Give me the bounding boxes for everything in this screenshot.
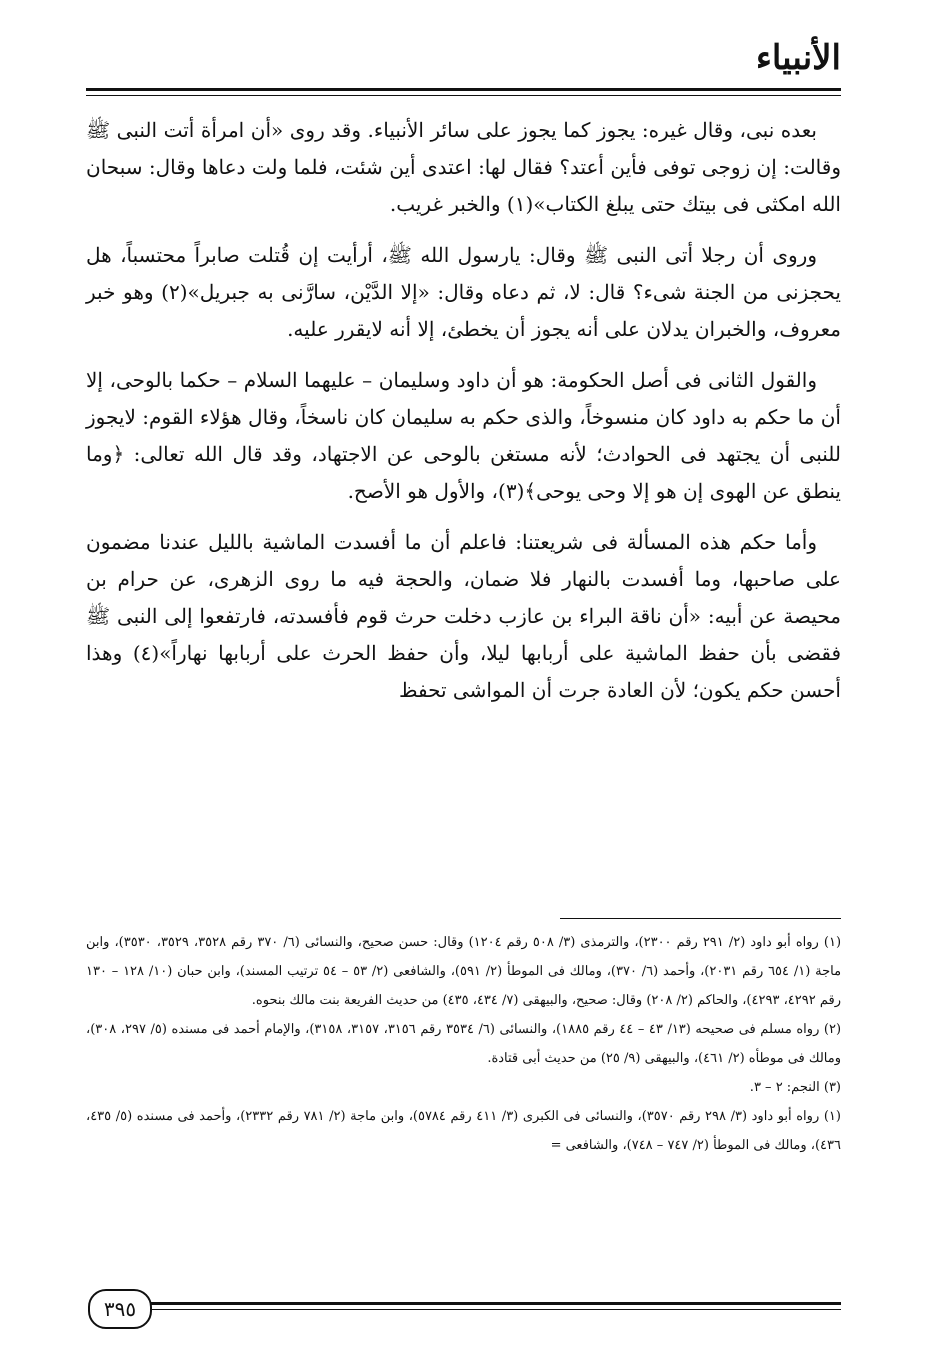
paragraph: وأما حكم هذه المسألة فى شريعتنا: فاعلم أن ما أفسدت الماشية بالليل عندنا مضمون على صاحبها، وما أفسدت بالنهار فلا ضمان، والحجة فيه ما روى الزهرى، عن حرام بن محيصة عن أبيه: «أن ناقة البراء بن عازب دخلت حرث قوم فأفسدته، فارتفعوا إلى النبى ﷺ فقضى بأن حفظ الماشية على أربابها ليلا، وأن حفظ الحرث على أربابها نهاراً»(٤) وهذا أحسن حكم يكون؛ لأن العادة جرت أن المواشى تحفظ [86, 530, 842, 702]
footnote: (٢) رواه مسلم فى صحيحه (١٣/ ٤٣ – ٤٤ رقم ١٨٨٥)، والنسائى (٦/ ٣٥٣٤ رقم ٣١٥٦، ٣١٥٧، ٣١٥٨)، والإمام أحمد فى مسنده (٥/ ٢٩٧، ٣٠٨)، ومالك فى موطأه (٢/ ٤٦١)، والبيهقى (٩/ ٢٥) من حديث أبى قتادة. [86, 1022, 842, 1066]
footnote: (١) رواه أبو داود (٢/ ٢٩١ رقم ٢٣٠٠)، والترمذى (٣/ ٥٠٨ رقم ١٢٠٤) وقال: حسن صحيح، والنسائى (٦/ ٣٧٠ رقم ٣٥٢٨، ٣٥٢٩، ٣٥٣٠)، وابن ماجة (١/ ٦٥٤ رقم ٢٠٣١)، وأحمد (٦/ ٣٧٠)، ومالك فى الموطأ (٢/ ٥٩١)، والشافعى (٢/ ٥٣ – ٥٤ ترتيب المسند)، وابن حبان (١٠/ ١٢٨ – ١٣٠ رقم ٤٢٩٢، ٤٢٩٣)، والحاكم (٢/ ٢٠٨) وقال: صحيح، والبيهقى (٧/ ٤٣٤، ٤٣٥) من حديث الفريعة بنت مالك بنحوه. [86, 935, 842, 1008]
paragraph: بعده نبى، وقال غيره: يجوز كما يجوز على سائر الأنبياء. وقد روى «أن امرأة أتت النبى ﷺ وقالت: إن زوجى توفى فأين أعتد؟ فقال لها: اعتدى أين شئت، فلما ولت دعاها وقال: سبحان الله امكثى فى بيتك حتى يبلغ الكتاب»(١) والخبر غريب. [86, 118, 841, 216]
main-text [86, 112, 841, 723]
running-title: الأنبياء [755, 38, 841, 78]
header-rule-thin [86, 95, 841, 96]
header-rule-thick [86, 88, 841, 91]
paragraph: وروى أن رجلا أتى النبى ﷺ وقال: يارسول الله ﷺ، أرأيت إن قُتلت صابراً محتسباً، هل يحجزنى من الجنة شىء؟ قال: لا، ثم دعاه وقال: «إلا الدَّيْن، سارَّنى به جبريل»(٢) وهو خبر معروف، والخبران يدلان على أنه يجوز أن يخطئ، إلا أنه لايقرر عليه. [86, 243, 841, 341]
footnote: (٣) النجم: ٢ – ٣. [749, 1080, 841, 1095]
footer-rule-thick [150, 1302, 841, 1305]
paragraph: والقول الثانى فى أصل الحكومة: هو أن داود وسليمان – عليهما السلام – حكما بالوحى، إلا أن ما حكم به داود كان منسوخاً، والذى حكم به سليمان كان ناسخاً، وقال هؤلاء القوم: لايجوز للنبى أن يجتهد فى الحوادث؛ لأنه مستغن بالوحى عن الاجتهاد، وقد قال الله تعالى: ﴿وما ينطق عن الهوى إن هو إلا وحى يوحى﴾(٣)، والأول هو الأصح. [86, 368, 841, 503]
footer-rule-thin [150, 1309, 841, 1310]
footnotes [86, 928, 841, 1160]
footnote-separator [560, 918, 841, 919]
page-number: ٣٩٥ [88, 1289, 152, 1329]
footnote: (١) رواه أبو داود (٣/ ٢٩٨ رقم ٣٥٧٠)، والنسائى فى الكبرى (٣/ ٤١١ رقم ٥٧٨٤)، وابن ماجة (٢/ ٧٨١ رقم ٢٣٣٢)، وأحمد فى مسنده (٥/ ٤٣٥، ٤٣٦)، ومالك فى الموطأ (٢/ ٧٤٧ – ٧٤٨)، والشافعى = [86, 1109, 841, 1153]
